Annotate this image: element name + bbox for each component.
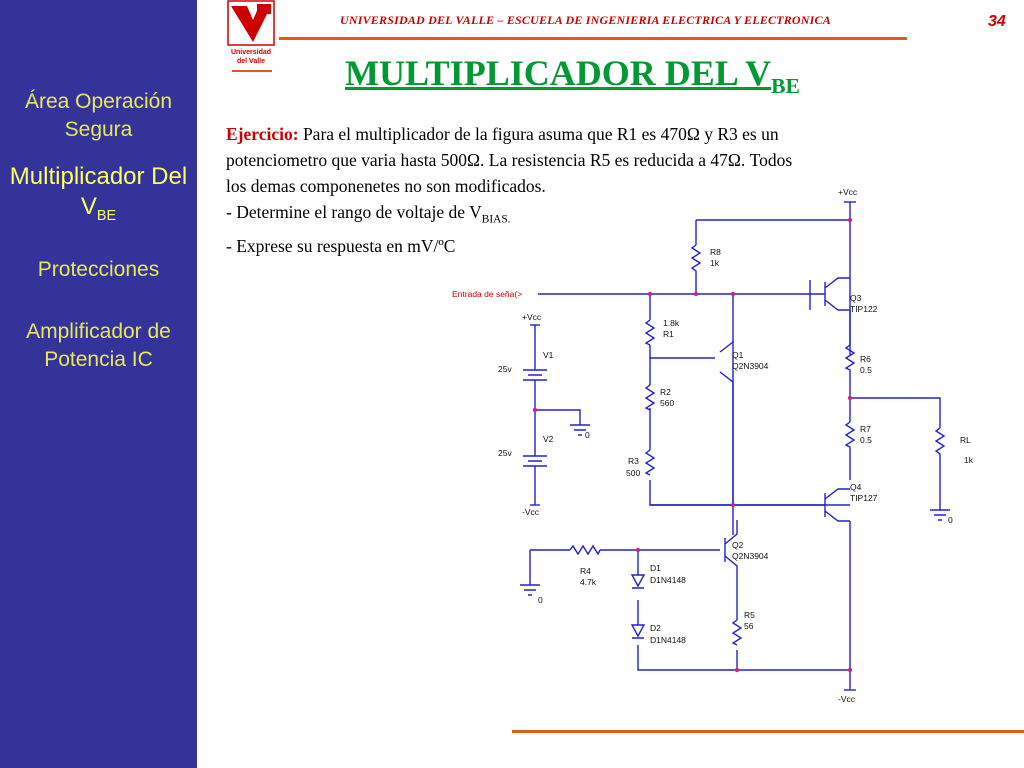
r2-label: R2 [660, 387, 671, 397]
input-label: Entrada de seña(> [452, 289, 523, 299]
university-logo [227, 0, 277, 70]
rl-value: 1k [964, 455, 973, 465]
svg-text:del Valle: del Valle [236, 58, 266, 65]
r7-value: 0.5 [860, 435, 872, 445]
exercise-line-2: potenciometro que varia hasta 500Ω. La resistencia R5 es reducida a 47Ω. Todos [226, 150, 793, 170]
task-item-2: - Exprese su respuesta en mV/ºC [226, 235, 456, 256]
gnd-label: 0 [948, 515, 953, 525]
sidebar-item-label: Multiplicador Del V [9, 163, 188, 220]
d1-part: D1N4148 [650, 575, 686, 585]
q3-label: Q3 [850, 293, 862, 303]
sidebar-item-label: Amplificador de Potencia IC [26, 320, 171, 371]
sidebar-item-subscript: BE [96, 207, 117, 224]
q1-label: Q1 [732, 350, 744, 360]
q4-part: TIP127 [850, 493, 878, 503]
r7-label: R7 [860, 424, 871, 434]
r8-value: 1k [710, 258, 719, 268]
page-title-text: MULTIPLICADOR DEL V [345, 53, 772, 93]
q3-part: TIP122 [850, 304, 878, 314]
sidebar-item-label: Protecciones [37, 258, 160, 281]
task-1-text: - Determine el rango de voltaje de V [226, 202, 482, 222]
q2-part: Q2N3904 [732, 551, 769, 561]
q4-label: Q4 [850, 482, 862, 492]
sidebar-item-protecciones[interactable] [0, 256, 197, 284]
r3-label: R3 [628, 456, 639, 466]
vcc-top-label: +Vcc [838, 187, 858, 197]
vee-left-label: -Vcc [522, 507, 539, 517]
q1-part: Q2N3904 [732, 361, 769, 371]
header-rule [279, 37, 907, 40]
sidebar-item-amplificador-potencia-ic[interactable] [0, 318, 197, 374]
v2-value: 25v [498, 448, 512, 458]
r6-label: R6 [860, 354, 871, 364]
exercise-label: Ejercicio: [226, 124, 299, 144]
circuit-schematic [440, 180, 980, 720]
footer-rule [512, 730, 1024, 733]
svg-text:Universidad: Universidad [230, 49, 272, 56]
logo-rule [232, 70, 272, 72]
d2-part: D1N4148 [650, 635, 686, 645]
r3-value: 500 [626, 468, 641, 478]
sidebar-item-multiplicador-vbe[interactable] [0, 162, 197, 231]
v1-value: 25v [498, 364, 512, 374]
gnd-label: 0 [538, 595, 543, 605]
r1-value: 1.8k [663, 318, 680, 328]
q2-label: Q2 [732, 540, 744, 550]
page-number: 34 [988, 13, 1006, 30]
r2-value: 560 [660, 398, 675, 408]
page-title [345, 52, 800, 99]
r4-value: 4.7k [580, 577, 597, 587]
sidebar-item-label: Área Operación Segura [24, 90, 173, 141]
d2-label: D2 [650, 623, 661, 633]
sidebar [0, 0, 197, 768]
d1-label: D1 [650, 563, 661, 573]
exercise-line-1 [226, 121, 961, 147]
task-1-subscript: BIAS. [481, 213, 511, 226]
rl-label: RL [960, 435, 971, 445]
vcc-left-label: +Vcc [522, 312, 542, 322]
r1-label: R1 [663, 329, 674, 339]
exercise-line-3: los demas componenetes no son modificados. [226, 176, 546, 196]
gnd-label: 0 [585, 430, 590, 440]
v1-label: V1 [543, 350, 554, 360]
sidebar-item-area-operacion-segura[interactable] [0, 88, 197, 144]
page-title-subscript: BE [771, 74, 800, 99]
r8-label: R8 [710, 247, 721, 257]
v2-label: V2 [543, 434, 554, 444]
exercise-body-line: Para el multiplicador de la figura asuma que R1 es 470Ω y R3 es un [302, 124, 779, 144]
r5-label: R5 [744, 610, 755, 620]
r5-value: 56 [744, 621, 754, 631]
r4-label: R4 [580, 566, 591, 576]
vee-bottom-label: -Vcc [838, 694, 855, 704]
header-institution: UNIVERSIDAD DEL VALLE – ESCUELA DE INGENIERIA ELECTRICA Y ELECTRONICA [340, 13, 831, 27]
r6-value: 0.5 [860, 365, 872, 375]
